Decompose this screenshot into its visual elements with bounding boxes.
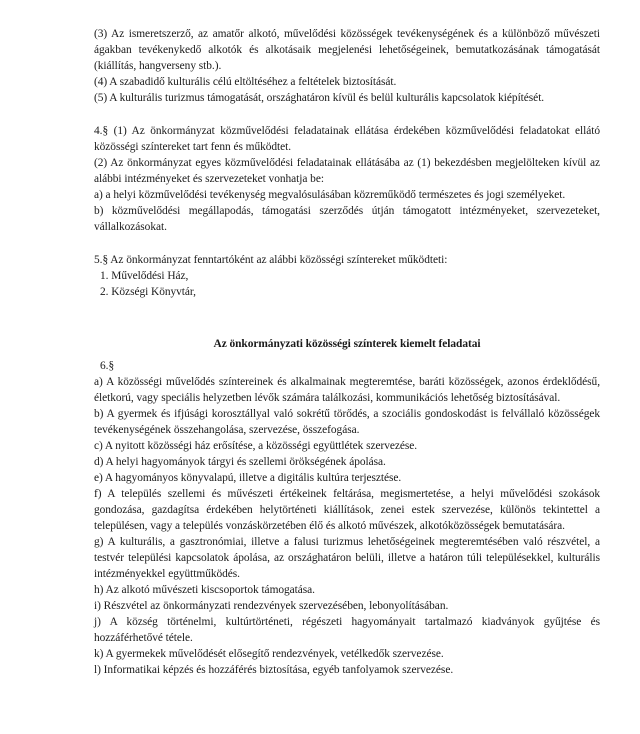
section-4-paragraph-1: 4.§ (1) Az önkormányzat közművelődési feladatainak ellátása érdekében közművelődési feladatokat ellátó közösségi színtereket tart fenn és működtet. xyxy=(94,125,600,153)
section-4-item-b: b) közművelődési megállapodás, támogatási szerződés útján támogatott intézményeket, szervezeteket, vállalkozásokat. xyxy=(94,205,600,233)
section-6-item-d: d) A helyi hagyományok tárgyi és szellemi örökségének ápolása. xyxy=(94,456,386,468)
section-6-item-c: c) A nyitott közösségi ház erősítése, a közösségi együttlétek szervezése. xyxy=(94,440,418,452)
section-6-item-j: j) A község történelmi, kultúrtörténeti, régészeti hagyományait tartalmazó kiadványok gyűjtése és hozzáférhetővé tétele. xyxy=(94,616,600,644)
paragraph-4: (4) A szabadidő kulturális célú eltöltéséhez a feltételek biztosítását. xyxy=(94,76,397,88)
section-6-item-k: k) A gyermekek művelődését elősegítő rendezvények, vetélkedők szervezése. xyxy=(94,648,444,660)
section-6-item-a: a) A közösségi művelődés színtereinek és alkalmainak megteremtése, baráti közösségek, azonos érdeklődésű, életkorú, vagy speciális helyzetben lévők számára találkozási, kommunikációs lehetőség biztosításával. xyxy=(94,376,600,404)
section-6-item-g: g) A kulturális, a gasztronómiai, illetve a falusi turizmus lehetőségeinek megteremtésében való részvétel, a testvér települési kapcsolatok ápolása, az országhatáron belüli, illetve a határon túli településekkel, kulturális intézményekkel együttműködés. xyxy=(94,536,600,580)
section-4-paragraph-2: (2) Az önkormányzat egyes közművelődési feladatainak ellátásába az (1) bekezdésben megjelölteken kívül az alábbi intézményeket és szervezeteket vonhatja be: xyxy=(94,157,600,185)
section-6-item-e: e) A hagyományos könyvalapú, illetve a digitális kultúra terjesztése. xyxy=(94,472,402,484)
section-5-intro: 5.§ Az önkormányzat fenntartóként az alábbi közösségi színtereket működteti: xyxy=(94,254,448,266)
section-6-number: 6.§ xyxy=(100,360,115,372)
paragraph-5: (5) A kulturális turizmus támogatását, országhatáron kívül és belül kulturális kapcsolatok kiépítését. xyxy=(94,92,545,104)
section-4-item-a: a) a helyi közművelődési tevékenység megvalósulásában közreműködő természetes és jogi személyeket. xyxy=(94,189,566,201)
section-6-item-i: i) Részvétel az önkormányzati rendezvények szervezésében, lebonyolításában. xyxy=(94,600,449,612)
list-item: 1. Művelődési Ház, xyxy=(100,270,189,282)
section-heading: Az önkormányzati közösségi színterek kiemelt feladatai xyxy=(213,338,481,350)
paragraph-3: (3) Az ismeretszerző, az amatőr alkotó, művelődési közösségek tevékenységének és a különböző művészeti ágakban tevékenykedő alkotók és alkotásaik megjelenési lehetőségeinek, bemutatkozásának támogatását (kiállítás, hangverseny stb.). xyxy=(94,28,600,72)
list-item: 2. Községi Könyvtár, xyxy=(100,286,196,298)
section-6-item-l: l) Informatikai képzés és hozzáférés biztosítása, egyéb tanfolyamok szervezése. xyxy=(94,664,454,676)
section-6-item-h: h) Az alkotó művészeti kiscsoportok támogatása. xyxy=(94,584,315,596)
section-6-item-b: b) A gyermek és ifjúsági korosztállyal való sokrétű törődés, a szociális gondoskodást is felvállaló közösségek tevékenységének összehangolása, szervezése, összefogása. xyxy=(94,408,600,436)
section-6-item-f: f) A település szellemi és művészeti értékeinek feltárása, megismertetése, a helyi művelődési szokások gondozása, gazdagítsa érdekében helytörténeti kiállítások, zenei estek szervezése, különös tekintettel a településen, vagy a település vonzáskörzetében élő és alkotó művészek, alkotóközösségek bemutatására. xyxy=(94,488,600,532)
section-5-list xyxy=(94,268,600,300)
